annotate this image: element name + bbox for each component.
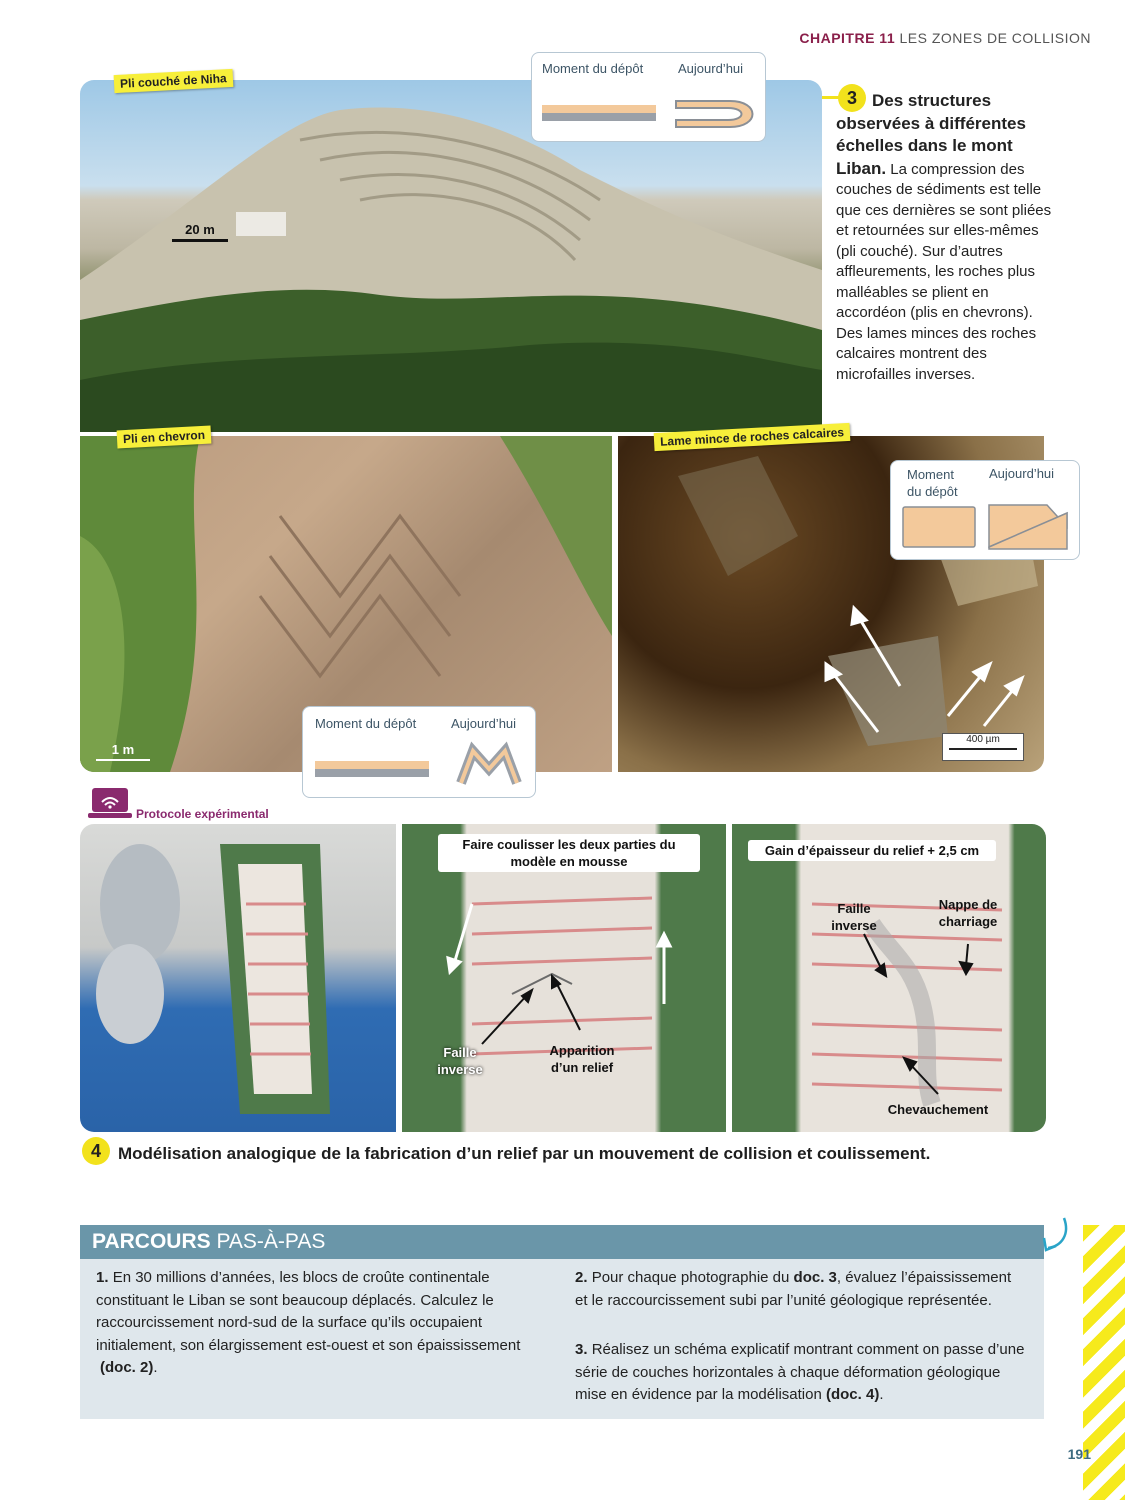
- q2-ref: doc. 3: [793, 1269, 837, 1286]
- photo-tag-lame: Lame mince de roches calcaires: [654, 423, 851, 451]
- inset-label-moment-line1: Moment: [907, 467, 954, 482]
- scale-label: 20 m: [185, 222, 215, 237]
- inset-label-aujourdhui: Aujourd’hui: [451, 716, 517, 731]
- doc3-body: La compression des couches de sédiments est telle que ces dernières se sont pliées et retournées sur elles-mêmes (pli couché). Sur d’autres affleurements, les roches plus malléables se plient en accordéon (plis en chevrons). Des lames minces des roches calcaires montrent des microfailles inverses.: [836, 160, 1052, 383]
- q2-number: 2.: [575, 1269, 588, 1286]
- annot-nappe-charriage: Nappe de charriage: [938, 897, 998, 929]
- model-photo-1: [80, 824, 396, 1132]
- chapter-title: LES ZONES DE COLLISION: [899, 30, 1091, 46]
- q1-ref: (doc. 2): [100, 1359, 154, 1376]
- q3-end: .: [879, 1386, 884, 1403]
- instruction-slide-foam: Faire coulisser les deux parties du modèle en mousse: [438, 834, 700, 872]
- model-photo-3: [732, 824, 1046, 1132]
- scale-bar-1m: [96, 742, 150, 761]
- inset-label-moment: Moment du dépôt: [315, 716, 417, 731]
- parcours-body: [80, 1259, 1044, 1419]
- q3-number: 3.: [575, 1341, 588, 1358]
- scale-label: 400 µm: [966, 734, 1000, 745]
- inset-label-aujourdhui: Aujourd’hui: [989, 466, 1055, 481]
- inset-microfaille: [890, 460, 1080, 560]
- inset-label-aujourdhui: Aujourd’hui: [678, 61, 744, 76]
- inset-label-moment: Moment du dépôt: [542, 61, 644, 76]
- chapter-number: CHAPITRE 11: [799, 30, 896, 46]
- q1-number: 1.: [96, 1269, 109, 1286]
- page-number: 191: [1067, 1446, 1091, 1462]
- q2-text-2: , évaluez l’épaississement et le raccourcissement subi par l’unité géologique représentée.: [575, 1269, 1012, 1309]
- parcours-header: [80, 1225, 1044, 1259]
- parcours-question-1: [96, 1267, 546, 1380]
- parcours-question-3: [575, 1339, 1025, 1407]
- inset-label-moment-line2: du dépôt: [907, 484, 958, 499]
- q1-end: .: [153, 1359, 158, 1376]
- scale-label: 1 m: [111, 742, 135, 757]
- doc4-caption: Modélisation analogique de la fabrication d’un relief par un mouvement de collision et coulissement.: [118, 1144, 931, 1163]
- chapter-header: [799, 30, 1091, 46]
- scale-bar-20m: [172, 222, 228, 242]
- fault-diagram: [901, 503, 1073, 553]
- doc4-number-badge: 4: [82, 1137, 110, 1165]
- scale-bar-400um: [942, 733, 1024, 761]
- model-photo-2: [402, 824, 726, 1132]
- doc3-number-badge: 3: [838, 84, 866, 112]
- protocol-label: Protocole expérimental: [136, 807, 269, 821]
- q1-text: En 30 millions d’années, les blocs de croûte continentale constituant le Liban se sont beaucoup déplacés. Calculez le raccourcissement nord-sud de la surface qu’ils occupaient initialement, son élargissement est-ouest et son épaississement: [96, 1269, 521, 1354]
- inset-pli-couche: [531, 52, 766, 142]
- parcours-title-rest: PAS-À-PAS: [216, 1230, 326, 1253]
- q3-text: Réalisez un schéma explicatif montrant comment on passe d’une série de couches horizontales à chaque déformation géologique mise en évidence par la modélisation: [575, 1341, 1025, 1403]
- foam-thrust-illustration: [732, 824, 1046, 1132]
- parcours-title-bold: PARCOURS: [92, 1230, 211, 1253]
- doc3-title: Des structures observées à différentes échelles dans le mont Liban.: [836, 91, 1026, 178]
- photo-tag-chevron: Pli en chevron: [117, 426, 212, 449]
- q2-text: Pour chaque photographie du: [591, 1269, 790, 1286]
- annot-chevauchement: Chevauchement: [887, 1102, 989, 1117]
- fold-diagram-couche: [540, 93, 758, 133]
- inset-pli-chevron: [302, 706, 536, 798]
- laptop-wifi-icon: [88, 786, 132, 822]
- photo-tag-niha: Pli couché de Niha: [114, 69, 233, 93]
- annot-apparition-relief: Apparition d’un relief: [549, 1043, 615, 1075]
- parcours-question-2: [575, 1267, 1025, 1312]
- curved-arrow-icon: [1036, 1214, 1070, 1254]
- annot-faille-inverse-2: Faille inverse: [831, 901, 877, 933]
- fold-diagram-chevron: [313, 741, 527, 791]
- foam-model-illustration: [80, 824, 396, 1132]
- q3-ref: (doc. 4): [825, 1386, 880, 1403]
- doc3-text: [836, 90, 1056, 385]
- inset-label-moment: [907, 466, 958, 500]
- annot-faille-inverse-1: Faille inverse: [437, 1045, 483, 1077]
- annot-gain-epaisseur: Gain d’épaisseur du relief + 2,5 cm: [748, 840, 996, 861]
